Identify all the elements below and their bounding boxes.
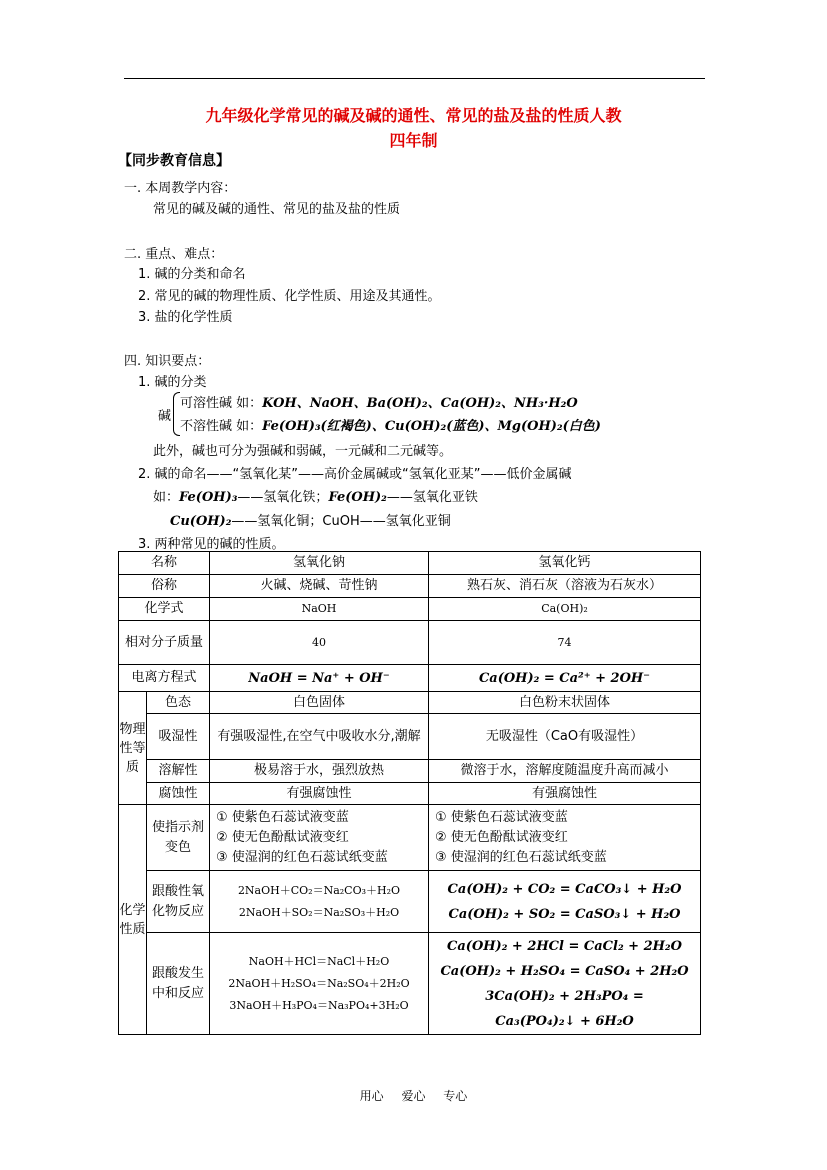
- section-heading: 【同步教育信息】: [118, 153, 230, 169]
- section4-item1: 1. 碱的分类: [138, 375, 207, 390]
- table-cell: 有强吸湿性,在空气中吸收水分,潮解: [210, 714, 429, 760]
- table-cell: [429, 805, 701, 871]
- naming-formula: Fe(OH)₃: [179, 490, 238, 505]
- section1-label: 一. 本周教学内容：: [124, 181, 237, 196]
- soluble-bases-row: [180, 392, 578, 411]
- equation: 2NaOH＋SO₂＝Na₂SO₃＋H₂O: [238, 905, 400, 919]
- naming-example-2: [170, 510, 451, 529]
- indicator-line: ② 使无色酚酞试液变红: [435, 829, 568, 845]
- table-cell: [210, 933, 429, 1035]
- table-cell: Ca(OH)₂: [429, 598, 701, 621]
- equation: NaOH＋HCl＝NaCl＋H₂O: [248, 954, 390, 968]
- table-cell: [429, 933, 701, 1035]
- naming-example-1: [153, 486, 478, 505]
- section2-item: 2. 常见的碱的物理性质、化学性质、用途及其通性。: [138, 289, 441, 304]
- header-rule: [124, 78, 705, 79]
- table-cell: 白色粉末状固体: [429, 692, 701, 714]
- base-brace-label: 碱: [158, 409, 172, 424]
- section4-label: 四. 知识要点：: [124, 354, 211, 369]
- table-cell: 无吸湿性（CaO有吸湿性）: [429, 714, 701, 760]
- table-cell: 熟石灰、消石灰（溶液为石灰水）: [429, 575, 701, 598]
- section2-item: 3. 盐的化学性质: [138, 310, 233, 325]
- row-label: 腐蚀性: [147, 783, 210, 805]
- naming-prefix: 如：: [153, 490, 180, 505]
- naming-text: ——氢氧化铜；CuOH——氢氧化亚铜: [231, 514, 451, 529]
- row-label: 吸湿性: [147, 714, 210, 760]
- indicator-line: ③ 使湿润的红色石蕊试纸变蓝: [435, 849, 607, 865]
- section4-item3: 3. 两种常见的碱的性质。: [138, 537, 285, 552]
- indicator-line: ① 使紫色石蕊试液变蓝: [435, 809, 568, 825]
- table-cell: 74: [429, 621, 701, 665]
- page-title-line1: 九年级化学常见的碱及碱的通性、常见的盐及盐的性质人教: [205, 106, 622, 125]
- insoluble-bases-row: [180, 415, 601, 434]
- table-cell: [429, 871, 701, 933]
- page-title-line2: 四年制: [389, 131, 438, 150]
- row-label: 化学式: [119, 598, 210, 621]
- indicator-line: ① 使紫色石蕊试液变蓝: [216, 809, 349, 825]
- insoluble-label: 不溶性碱 如：: [180, 419, 263, 434]
- section1-content: 常见的碱及碱的通性、常见的盐及盐的性质: [153, 202, 401, 217]
- row-label: 跟酸性氧化物反应: [147, 871, 210, 933]
- row-label: 跟酸发生中和反应: [147, 933, 210, 1035]
- section4-item2: 2. 碱的命名——“氢氧化某”——高价金属碱或“氢氧化亚某”——低价金属碱: [138, 467, 572, 482]
- naming-text: ——氢氧化铁；: [237, 490, 329, 505]
- soluble-formula: KOH、NaOH、Ba(OH)₂、Ca(OH)₂、NH₃·H₂O: [262, 396, 578, 411]
- equation: 2NaOH＋H₂SO₄＝Na₂SO₄＋2H₂O: [228, 976, 410, 990]
- naming-text: ——氢氧化亚铁: [386, 490, 478, 505]
- classification-note: 此外，碱也可分为强碱和弱碱，一元碱和二元碱等。: [153, 444, 453, 459]
- row-label: 使指示剂变色: [147, 805, 210, 871]
- group-label-physical: 物理性等质: [119, 692, 147, 805]
- table-header-caoh: 氢氧化钙: [429, 552, 701, 575]
- row-label: 色态: [147, 692, 210, 714]
- table-cell: 有强腐蚀性: [210, 783, 429, 805]
- table-cell: 有强腐蚀性: [429, 783, 701, 805]
- row-label: 电离方程式: [119, 665, 210, 692]
- indicator-line: ② 使无色酚酞试液变红: [216, 829, 349, 845]
- section2-item: 1. 碱的分类和命名: [138, 267, 246, 282]
- equation: Ca(OH)₂ + SO₂ = CaSO₃↓ + H₂O: [448, 906, 681, 922]
- brace: [173, 392, 180, 436]
- table-cell: [210, 871, 429, 933]
- equation: Ca₃(PO₄)₂↓ + 6H₂O: [495, 1013, 634, 1029]
- table-cell: 白色固体: [210, 692, 429, 714]
- table-cell: 40: [210, 621, 429, 665]
- row-label: 溶解性: [147, 760, 210, 783]
- table-cell: Ca(OH)₂ = Ca²⁺ + 2OH⁻: [429, 665, 701, 692]
- table-cell: NaOH = Na⁺ + OH⁻: [210, 665, 429, 692]
- equation: Ca(OH)₂ + 2HCl = CaCl₂ + 2H₂O: [447, 938, 682, 954]
- page-footer: 用心 爱心 专心: [359, 1089, 468, 1103]
- table-cell: 极易溶于水，强烈放热: [210, 760, 429, 783]
- table-cell: 火碱、烧碱、苛性钠: [210, 575, 429, 598]
- equation: 3NaOH＋H₃PO₄＝Na₃PO₄+3H₂O: [229, 998, 409, 1012]
- table-header-naoh: 氢氧化钠: [210, 552, 429, 575]
- naming-formula: Fe(OH)₂: [328, 490, 387, 505]
- row-label: 俗称: [119, 575, 210, 598]
- equation: Ca(OH)₂ + H₂SO₄ = CaSO₄ + 2H₂O: [440, 963, 689, 979]
- indicator-line: ③ 使湿润的红色石蕊试纸变蓝: [216, 849, 388, 865]
- table-cell: NaOH: [210, 598, 429, 621]
- table-cell: [210, 805, 429, 871]
- table-header-name: 名称: [119, 552, 210, 575]
- soluble-label: 可溶性碱 如：: [180, 396, 263, 411]
- equation: 3Ca(OH)₂ + 2H₃PO₄ =: [485, 988, 644, 1004]
- section2-label: 二. 重点、难点：: [124, 247, 224, 262]
- naming-formula: Cu(OH)₂: [170, 514, 232, 529]
- equation: Ca(OH)₂ + CO₂ = CaCO₃↓ + H₂O: [447, 881, 682, 897]
- table-cell: 微溶于水，溶解度随温度升高而减小: [429, 760, 701, 783]
- equation: 2NaOH＋CO₂＝Na₂CO₃＋H₂O: [237, 883, 401, 897]
- group-label-chemical: 化学性质: [119, 805, 147, 1035]
- base-properties-table: [118, 551, 701, 1035]
- row-label: 相对分子质量: [119, 621, 210, 665]
- insoluble-formula: Fe(OH)₃(红褐色)、Cu(OH)₂(蓝色)、Mg(OH)₂(白色): [262, 419, 601, 434]
